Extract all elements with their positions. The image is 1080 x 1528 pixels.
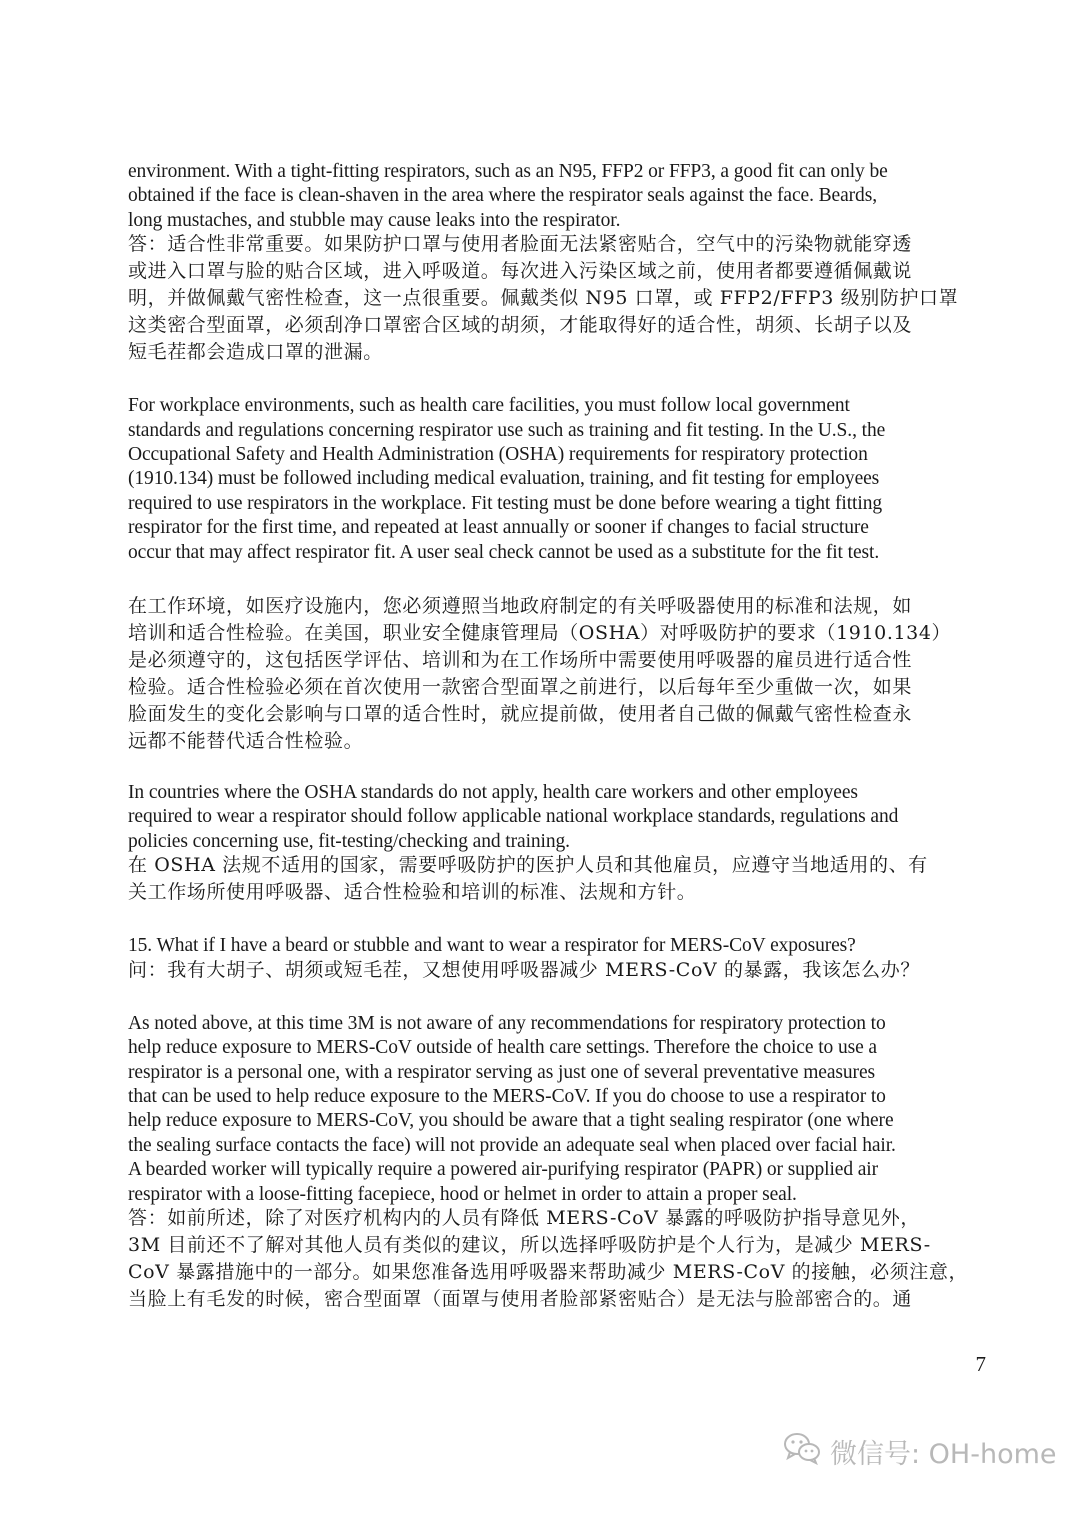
text-line: As noted above, at this time 3M is not aware of any recommendations for respiratory protection to xyxy=(128,1012,886,1034)
text-line: 关工作场所使用呼吸器、适合性检验和培训的标准、法规和方针。 xyxy=(128,881,697,904)
paragraph-en xyxy=(128,160,988,233)
text-line: CoV 暴露措施中的一部分。如果您准备选用呼吸器来帮助减少 MERS-CoV 的接触，必须注意， xyxy=(128,1260,969,1283)
text-line: 在工作环境，如医疗设施内，您必须遵照当地政府制定的有关呼吸器使用的标准和法规，如 xyxy=(128,595,913,618)
text-line: environment. With a tight-fitting respirators, such as an N95, FFP2 or FFP3, a good fit can only be xyxy=(128,161,888,182)
text-line: 答：适合性非常重要。如果防护口罩与使用者脸面无法紧密贴合，空气中的污染物就能穿透 xyxy=(128,233,913,256)
text-line: respirator is a personal one, with a respirator serving as just one of several preventative measures xyxy=(128,1061,875,1083)
text-line: 是必须遵守的，这包括医学评估、培训和为在工作场所中需要使用呼吸器的雇员进行适合性 xyxy=(128,649,913,672)
text-line: A bearded worker will typically require a powered air-purifying respirator (PAPR) or supplied air xyxy=(128,1159,879,1181)
text-line: respirator for the first time, and repeated at least annually or sooner if changes to facial structure xyxy=(128,517,869,539)
text-line: 当脸上有毛发的时候，密合型面罩（面罩与使用者脸部紧密贴合）是无法与脸部密合的。通 xyxy=(128,1287,913,1310)
paragraph-en xyxy=(128,394,988,565)
paragraph-zh xyxy=(128,1205,988,1313)
paragraph-en xyxy=(128,1012,988,1207)
text-line: Occupational Safety and Health Administration (OSHA) requirements for respiratory protection xyxy=(128,444,868,466)
text-line: 或进入口罩与脸的贴合区域，进入呼吸道。每次进入污染区域之前，使用者都要遵循佩戴说 xyxy=(128,260,913,283)
text-line: respirator with a loose-fitting facepiece, hood or helmet in order to attain a proper seal. xyxy=(128,1183,797,1205)
text-line: For workplace environments, such as health care facilities, you must follow local government xyxy=(128,395,850,417)
paragraph-zh xyxy=(128,593,988,755)
text-line: help reduce exposure to MERS-CoV, you should be aware that a tight sealing respirator (one where xyxy=(128,1110,894,1132)
wechat-icon xyxy=(782,1430,822,1473)
paragraph-zh xyxy=(128,231,988,366)
text-line: help reduce exposure to MERS-CoV outside of health care settings. Therefore the choice to use a xyxy=(128,1037,877,1059)
text-line: In countries where the OSHA standards do not apply, health care workers and other employees xyxy=(128,782,858,804)
text-line: obtained if the face is clean-shaven in the area where the respirator seals against the face. Beards, xyxy=(128,185,877,207)
text-line: required to use respirators in the workplace. Fit testing must be done before wearing a tight fitting xyxy=(128,492,882,514)
text-line: 远都不能替代适合性检验。 xyxy=(128,730,364,753)
text-line: long mustaches, and stubble may cause leaks into the respirator. xyxy=(128,209,621,231)
text-line: policies concerning use, fit-testing/checking and training. xyxy=(128,830,570,852)
text-line: that can be used to help reduce exposure to the MERS-CoV. If you do choose to use a respirator to xyxy=(128,1085,886,1107)
question-heading-zh xyxy=(128,957,988,984)
text-line: occur that may affect respirator fit. A user seal check cannot be used as a substitute for the fit test. xyxy=(128,541,880,563)
text-line: required to wear a respirator should follow applicable national workplace standards, regulations and xyxy=(128,806,899,828)
paragraph-en xyxy=(128,781,988,854)
question-heading-en xyxy=(128,934,988,958)
text-line: (1910.134) must be followed including medical evaluation, training, and fit testing for employees xyxy=(128,468,880,490)
page-number: 7 xyxy=(975,1352,986,1376)
watermark xyxy=(782,1430,1057,1473)
text-line: standards and regulations concerning respirator use such as training and fit testing. In the U.S., the xyxy=(128,419,886,441)
text-line: 答：如前所述，除了对医疗机构内的人员有降低 MERS-CoV 暴露的呼吸防护指导意见外， xyxy=(128,1206,920,1229)
document-body xyxy=(128,160,988,1337)
text-line: 3M 目前还不了解对其他人员有类似的建议，所以选择呼吸防护是个人行为，是减少 MERS- xyxy=(128,1233,931,1256)
text-line: the sealing surface contacts the face) will not provide an adequate seal when placed over facial hair. xyxy=(128,1134,896,1156)
text-line: 这类密合型面罩，必须刮净口罩密合区域的胡须，才能取得好的适合性，胡须、长胡子以及 xyxy=(128,314,913,337)
paragraph-zh xyxy=(128,852,988,906)
text-line: 明，并做佩戴气密性检查，这一点很重要。佩戴类似 N95 口罩，或 FFP2/FFP3 级别防护口罩 xyxy=(128,287,959,310)
text-line: 检验。适合性检验必须在首次使用一款密合型面罩之前进行，以后每年至少重做一次，如果 xyxy=(128,676,913,699)
text-line: 问：我有大胡子、胡须或短毛茬，又想使用呼吸器减少 MERS-CoV 的暴露，我该怎么办？ xyxy=(128,958,920,981)
text-line: 在 OSHA 法规不适用的国家，需要呼吸防护的医护人员和其他雇员，应遵守当地适用的、有 xyxy=(128,854,928,877)
text-line: 15. What if I have a beard or stubble and want to wear a respirator for MERS-CoV exposures? xyxy=(128,935,856,957)
watermark-text: 微信号: OH-home xyxy=(830,1439,1057,1470)
text-line: 脸面发生的变化会影响与口罩的适合性时，就应提前做，使用者自己做的佩戴气密性检查永 xyxy=(128,703,913,726)
text-line: 短毛茬都会造成口罩的泄漏。 xyxy=(128,341,383,364)
text-line: 培训和适合性检验。在美国，职业安全健康管理局（OSHA）对呼吸防护的要求（1910.134） xyxy=(128,622,952,645)
